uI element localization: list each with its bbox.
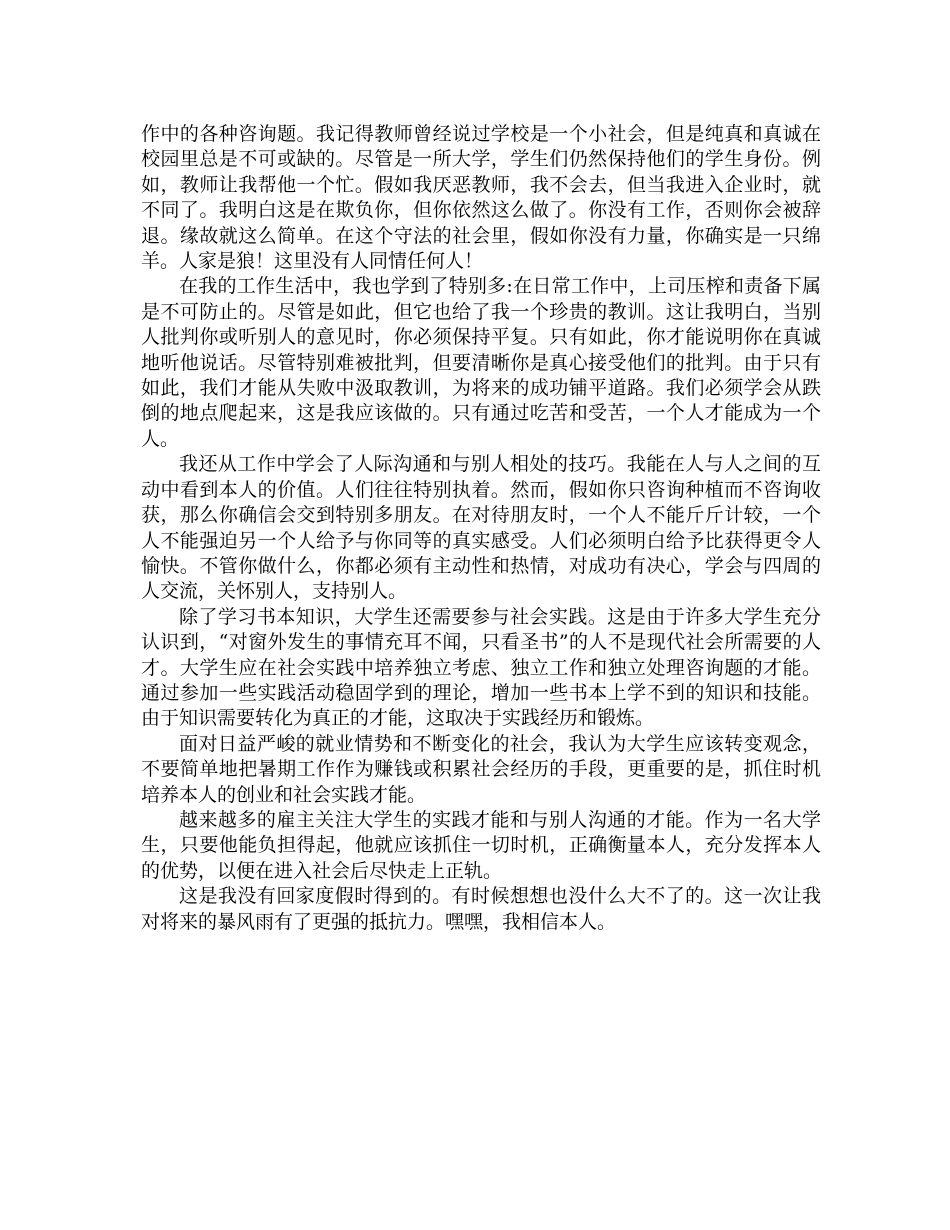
paragraph-4: 除了学习书本知识，大学生还需要参与社会实践。这是由于许多大学生充分认识到，“对窗外发生的事情充耳不闻，只看圣书”的人不是现代社会所需要的人才。大学生应在社会实践中培养独立考虑、独立工作和独立处理咨询题的才能。通过参加一些实践活动稳固学到的理论，增加一些书本上学不到的知识和技能。由于知识需要转化为真正的才能，这取决于实践经历和锻炼。 [141,605,821,730]
paragraph-3: 我还从工作中学会了人际沟通和与别人相处的技巧。我能在人与人之间的互动中看到本人的价值。人们往往特别执着。然而，假如你只咨询种植而不咨询收获，那么你确信会交到特别多朋友。在对待朋友时，一个人不能斤斤计较，一个人不能强迫另一个人给予与你同等的真实感受。人们必须明白给予比获得更令人愉快。不管你做什么，你都必须有主动性和热情，对成功有决心，学会与四周的人交流，关怀别人，支持别人。 [141,453,821,603]
paragraph-2: 在我的工作生活中，我也学到了特别多:在日常工作中，上司压榨和责备下属是不可防止的。尽管是如此，但它也给了我一个珍贵的教训。这让我明白，当别人批判你或听别人的意见时，你必须保持平复。只有如此，你才能说明你在真诚地听他说话。尽管特别难被批判，但要清晰你是真心接受他们的批判。由于只有如此，我们才能从失败中汲取教训，为将来的成功铺平道路。我们必须学会从跌倒的地点爬起来，这是我应该做的。只有通过吃苦和受苦，一个人才能成为一个人。 [141,275,821,450]
paragraph-1: 作中的各种咨询题。我记得教师曾经说过学校是一个小社会，但是纯真和真诚在校园里总是不可或缺的。尽管是一所大学，学生们仍然保持他们的学生身份。例如，教师让我帮他一个忙。假如我厌恶教师，我不会去，但当我进入企业时，就不同了。我明白这是在欺负你，但你依然这么做了。你没有工作，否则你会被辞退。缘故就这么简单。在这个守法的社会里，假如你没有力量，你确实是一只绵羊。人家是狼！这里没有人同情任何人！ [141,123,821,273]
paragraph-6: 越来越多的雇主关注大学生的实践才能和与别人沟通的才能。作为一名大学生，只要他能负担得起，他就应该抓住一切时机，正确衡量本人，充分发挥本人的优势，以便在进入社会后尽快走上正轨。 [141,808,821,882]
document-page [141,122,821,935]
paragraph-5: 面对日益严峻的就业情势和不断变化的社会，我认为大学生应该转变观念，不要简单地把暑期工作作为赚钱或积累社会经历的手段，更重要的是，抓住时机培养本人的创业和社会实践才能。 [141,732,821,806]
paragraph-7: 这是我没有回家度假时得到的。有时候想想也没什么大不了的。这一次让我对将来的暴风雨有了更强的抵抗力。嘿嘿，我相信本人。 [141,885,821,933]
